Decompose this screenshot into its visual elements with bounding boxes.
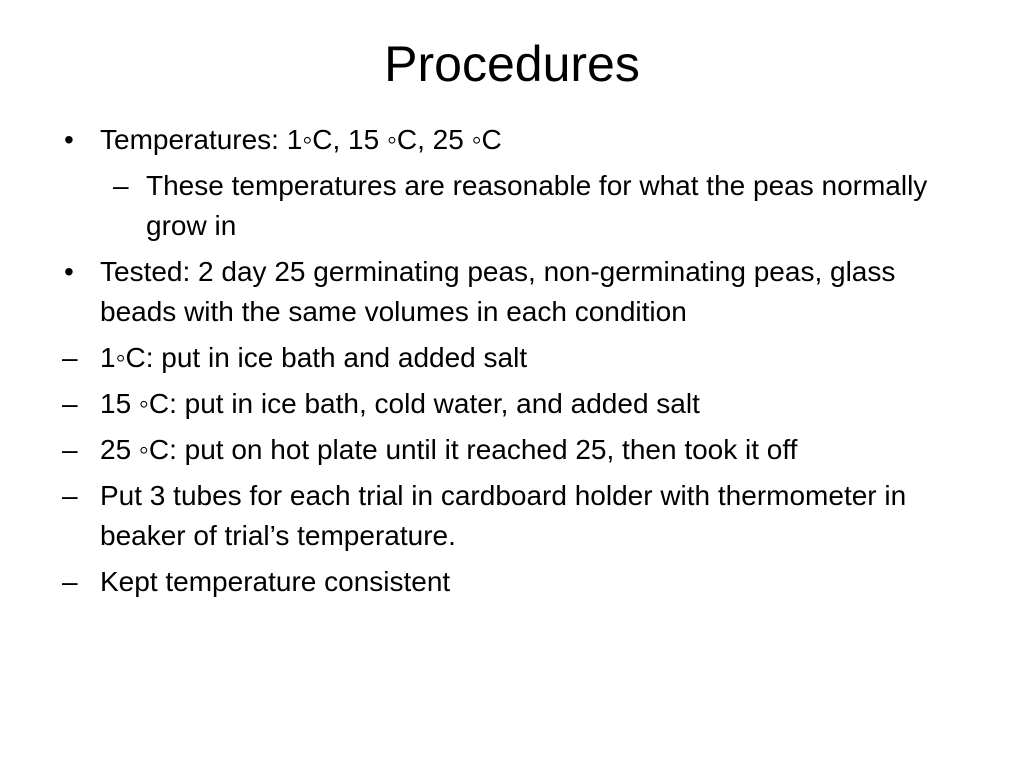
list-item (0, 476, 1024, 556)
list-item (0, 384, 1024, 424)
bullet-list (0, 120, 1024, 602)
list-item-text: Put 3 tubes for each trial in cardboard holder with thermometer in beaker of trial’s temperature. (100, 480, 907, 551)
list-item (0, 562, 1024, 602)
list-item-text: Temperatures: 1◦C, 15 ◦C, 25 ◦C (100, 124, 502, 155)
dash-marker: – (62, 342, 78, 373)
list-item (0, 338, 1024, 378)
dash-marker: – (62, 480, 78, 511)
list-item (0, 120, 1024, 160)
slide-title: Procedures (384, 36, 640, 92)
dash-marker: – (62, 566, 78, 597)
dash-marker: – (62, 434, 78, 465)
bullet-marker: • (64, 256, 74, 287)
list-item-text: 25 ◦C: put on hot plate until it reached 25, then took it off (100, 434, 798, 465)
list-item-text: 15 ◦C: put in ice bath, cold water, and added salt (100, 388, 700, 419)
bullet-marker: • (64, 124, 74, 155)
list-item-text: These temperatures are reasonable for what the peas normally grow in (146, 170, 928, 241)
dash-marker: – (113, 170, 129, 201)
list-item (0, 252, 1024, 332)
list-item-text: 1◦C: put in ice bath and added salt (100, 342, 528, 373)
list-item-text: Kept temperature consistent (100, 566, 451, 597)
list-item-text: Tested: 2 day 25 germinating peas, non-germinating peas, glass beads with the same volumes in each condition (100, 256, 896, 327)
dash-marker: – (62, 388, 78, 419)
list-item (0, 430, 1024, 470)
list-item (0, 166, 1024, 246)
